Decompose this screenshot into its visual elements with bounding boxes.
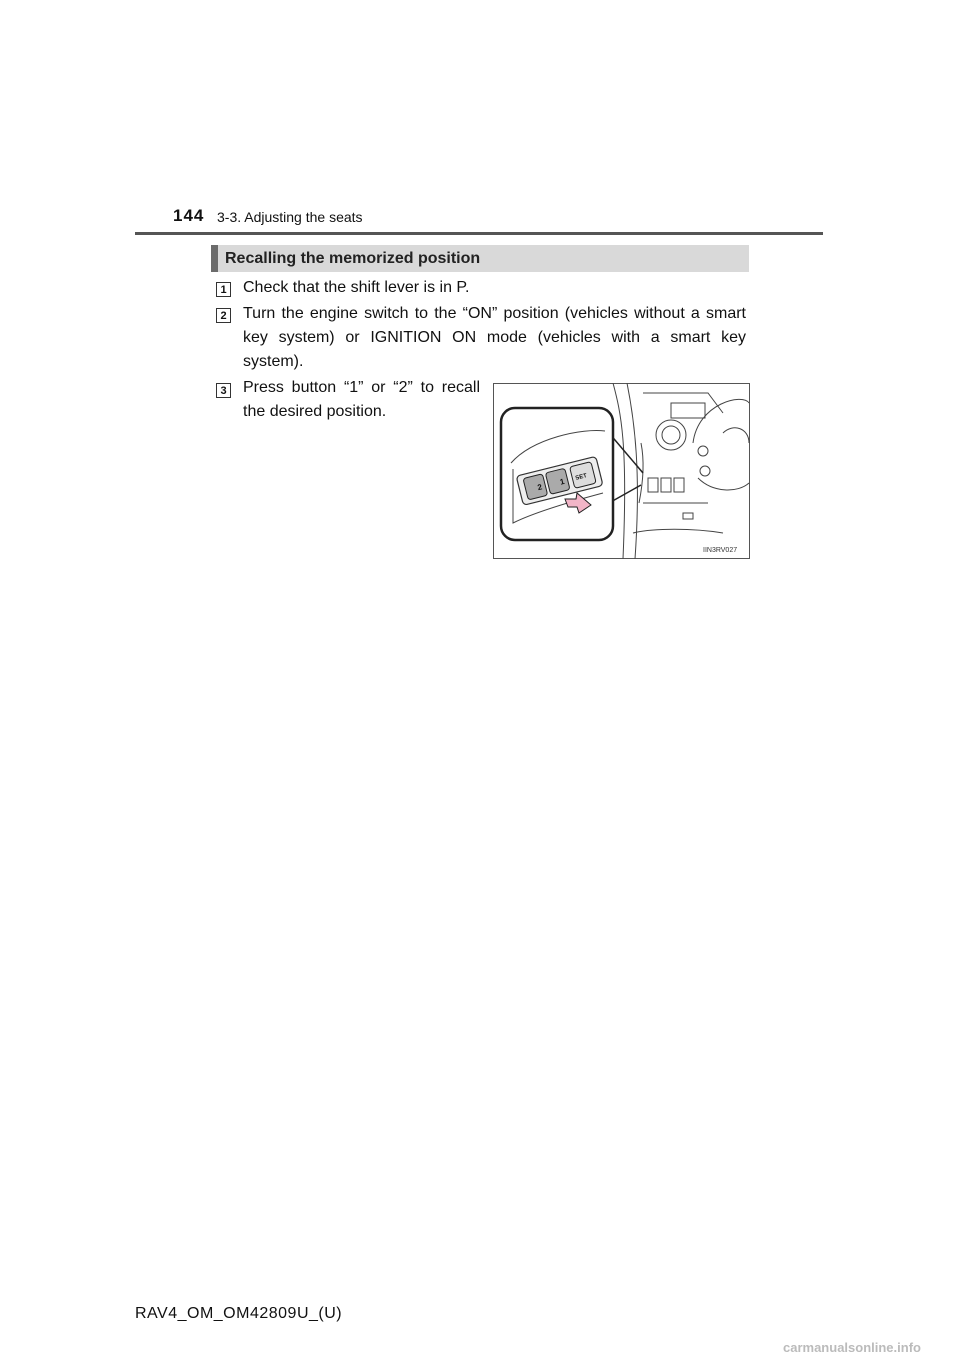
page-number: 144 (173, 206, 205, 225)
watermark: carmanualsonline.info (783, 1340, 921, 1355)
step-number-2: 2 (216, 308, 231, 323)
step-number-1: 1 (216, 282, 231, 297)
footer-doc-id: RAV4_OM_OM42809U_(U) (135, 1305, 343, 1322)
heading-bar (211, 245, 749, 272)
section-title: 3-3. Adjusting the seats (217, 209, 363, 225)
header-rule (135, 232, 823, 235)
step-text-1: Check that the shift lever is in P. (243, 279, 470, 296)
heading-text: Recalling the memorized position (225, 250, 481, 267)
button-1-label: 1 (558, 476, 566, 487)
button-2-label: 2 (536, 482, 544, 493)
memory-button-illustration (493, 383, 750, 559)
set-button-label: SET (574, 473, 588, 482)
figure-code: IIN3RV027 (703, 547, 738, 554)
step-text-3: Press button “1” or “2” to recall the desired position. (243, 379, 480, 420)
step-text-2: Turn the engine switch to the “ON” position (vehicles without a smart key system) or IGNITION ON mode (vehicles with a smart key system). (243, 305, 746, 370)
step-number-3: 3 (216, 383, 231, 398)
